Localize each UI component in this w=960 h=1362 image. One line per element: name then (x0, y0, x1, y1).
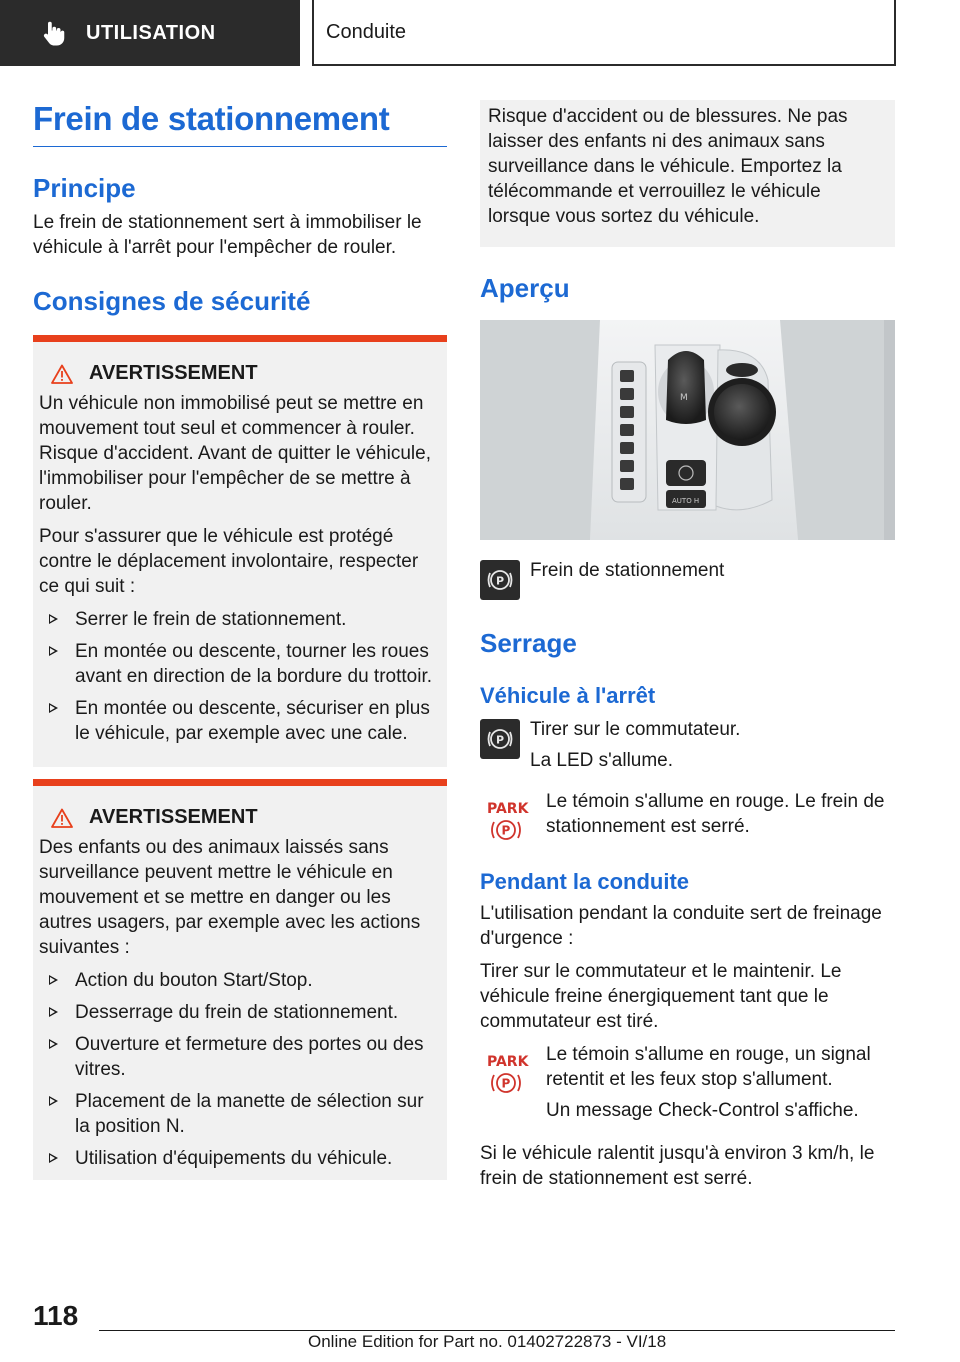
section-label: UTILISATION (86, 21, 216, 44)
page-title: Frein de stationnement (33, 100, 447, 147)
left-column (33, 100, 447, 1180)
right-column (480, 100, 895, 1191)
center-console-image (480, 320, 895, 540)
arret-heading: Véhicule à l'arrêt (480, 683, 656, 708)
auto-hold-label: AUTO H (672, 497, 700, 505)
page-header (0, 0, 960, 66)
warning-text: Des enfants ou des animaux laissés sans surveillance peuvent mettre le véhicule en mouvement et se mettre en danger ou les autres usagers, par exemple avec les actions suivantes : (39, 837, 421, 958)
warning-label: AVERTISSEMENT (89, 806, 258, 828)
park-text: Le témoin s'allume en rouge, un signal retentit et les feux stop s'allument. (546, 1044, 871, 1090)
warning-box-1 (33, 335, 447, 767)
park-text: Un message Check-Control s'affiche. (546, 1100, 859, 1121)
svg-text:P: P (496, 733, 505, 747)
hand-pointer-icon (38, 18, 68, 48)
list-item: En montée ou descente, sécuriser en plus le véhicule, par exemple avec une cale. (39, 696, 441, 746)
warning-header (41, 362, 441, 385)
step-text: La LED s'allume. (530, 750, 674, 771)
warning-triangle-icon (51, 808, 73, 828)
warning-label: AVERTISSEMENT (89, 362, 258, 384)
conduite-park-row (480, 1044, 895, 1123)
parking-brake-switch-icon (480, 560, 520, 600)
list-item: Utilisation d'équipements du véhicule. (39, 1146, 441, 1171)
bullet-triangle-icon (49, 1007, 58, 1017)
conduite-text: L'utilisation pendant la conduite sert de freinage d'urgence : (480, 903, 882, 949)
svg-text:P: P (501, 1076, 511, 1091)
footer-divider (99, 1330, 895, 1331)
warning-box-2 (33, 779, 447, 1180)
list-item: Placement de la manette de sélection sur la position N. (39, 1089, 441, 1139)
bullet-triangle-icon (49, 646, 58, 656)
center-console-illustration (480, 320, 895, 540)
page-number: 118 (33, 1300, 79, 1331)
apercu-heading: Aperçu (480, 273, 570, 303)
chapter-label: Conduite (326, 20, 407, 43)
section-tab (0, 0, 300, 66)
chapter-tab (312, 0, 896, 66)
warning-text: Risque d'accident ou de blessures. Ne pas laisser des enfants ni des animaux sans surveillance dans le véhicule. Emportez la télécommande et verrouillez le véhicule lorsque vous sortez du véhicule. (488, 106, 848, 227)
warning-triangle-icon (51, 364, 73, 384)
step-text: Tirer sur le commutateur. (530, 719, 741, 740)
bullet-triangle-icon (49, 1039, 58, 1049)
warning-text: Un véhicule non immobilisé peut se mettre en mouvement tout seul et commencer à rouler. Risque d'accident. Avant de quitter le véhicule, l'immobiliser pour l'empêcher de se mettre à rouler. (39, 393, 431, 514)
svg-text:M: M (680, 393, 688, 403)
final-text: Si le véhicule ralentit jusqu'à environ 3 km/h, le frein de stationnement est serré. (480, 1143, 875, 1189)
bullet-triangle-icon (49, 1153, 58, 1163)
bullet-triangle-icon (49, 1096, 58, 1106)
edition-text: Online Edition for Part no. 01402722873 - VI/18 (308, 1332, 667, 1351)
list-item: Action du bouton Start/Stop. (39, 968, 441, 993)
warning-continuation (480, 100, 895, 247)
consignes-heading: Consignes de sécurité (33, 286, 311, 316)
svg-text:P: P (501, 823, 511, 838)
park-warning-light-icon (480, 791, 532, 847)
list-item: Desserrage du frein de stationnement. (39, 1000, 441, 1025)
conduite-text: Tirer sur le commutateur et le maintenir. Le véhicule freine énergiquement tant que le commutateur est tiré. (480, 961, 842, 1032)
park-warning-light-icon (480, 1044, 532, 1100)
bullet-triangle-icon (49, 614, 58, 624)
list-item: Serrer le frein de stationnement. (39, 607, 441, 632)
principe-text: Le frein de stationnement sert à immobiliser le véhicule à l'arrêt pour l'empêcher de rouler. (33, 212, 422, 258)
principe-heading: Principe (33, 173, 136, 203)
svg-text:PARK: PARK (487, 801, 529, 817)
bullet-triangle-icon (49, 703, 58, 713)
list-item: Ouverture et fermeture des portes ou des vitres. (39, 1032, 441, 1082)
list-item: En montée ou descente, tourner les roues avant en direction de la bordure du trottoir. (39, 639, 441, 689)
arret-step-row (480, 719, 895, 773)
warning-list (39, 968, 441, 1171)
warning-list (39, 607, 441, 746)
park-text: Le témoin s'allume en rouge. Le frein de stationnement est serré. (546, 791, 885, 837)
serrage-heading: Serrage (480, 628, 577, 658)
page-footer (33, 1298, 895, 1351)
caption-row (480, 560, 895, 600)
bullet-triangle-icon (49, 975, 58, 985)
conduite-heading: Pendant la conduite (480, 869, 690, 894)
svg-text:P: P (496, 574, 505, 588)
warning-header (41, 806, 441, 829)
warning-text: Pour s'assurer que le véhicule est protégé contre le déplacement involontaire, respecter ce qui suit : (39, 526, 419, 597)
svg-text:PARK: PARK (487, 1054, 529, 1070)
parking-brake-switch-icon (480, 719, 520, 759)
photo-caption: Frein de stationnement (530, 560, 725, 581)
arret-park-row (480, 791, 895, 847)
